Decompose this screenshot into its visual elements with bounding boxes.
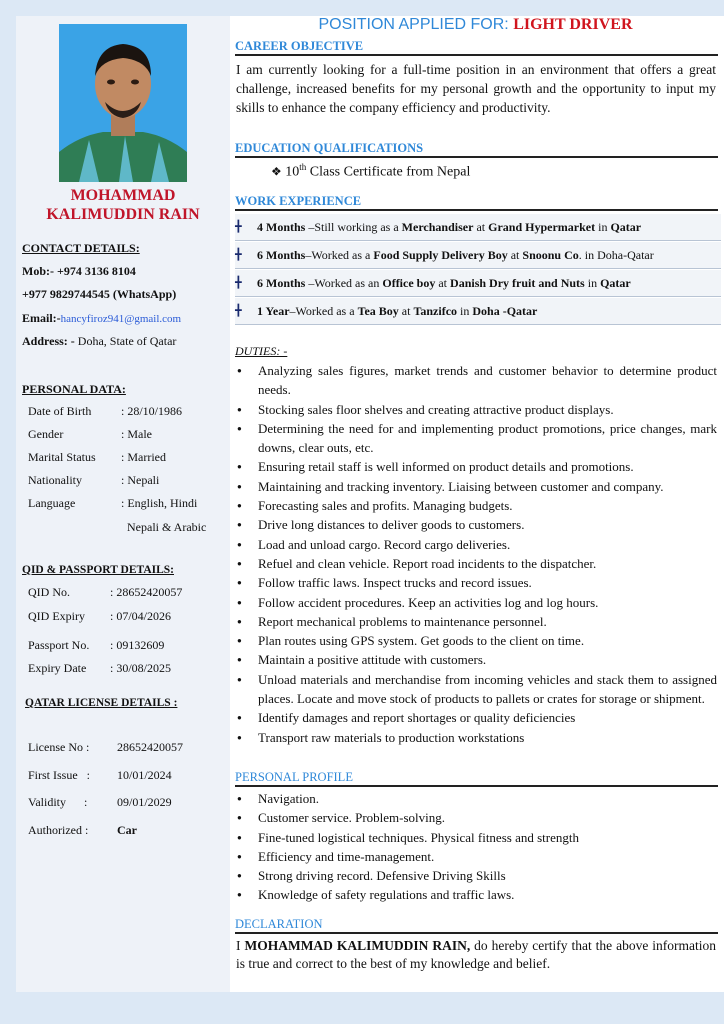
authorized-label: Authorized : [28, 823, 89, 837]
contact-email-row [22, 311, 181, 326]
personal-profile-heading: PERSONAL PROFILE [235, 769, 718, 787]
exp-in: in [595, 220, 611, 234]
address-label: Address: - [22, 334, 75, 348]
decl-post: do hereby certify that the above information is true and correct to the best of my knowledge and belief. [236, 938, 716, 971]
exp-company: Grand Hypermarket [488, 220, 596, 234]
list-item: ● Navigation. [235, 789, 717, 808]
education-item-text: Class Certificate from Nepal [306, 164, 471, 180]
exp-role: Tea Boy [357, 304, 399, 318]
experience-text [257, 242, 654, 268]
sidebar [16, 16, 230, 992]
exp-role: Office boy [382, 276, 436, 290]
exp-at: at [507, 248, 523, 262]
list-item: ● Transport raw materials to production workstations [235, 728, 717, 747]
exp-at: at [435, 276, 451, 290]
list-item: ● Load and unload cargo. Record cargo deliveries. [235, 535, 717, 554]
experience-row [235, 214, 721, 241]
marital-label: Marital Status [28, 450, 96, 464]
duties-heading: DUTIES: - [235, 344, 288, 358]
exp-duration: 6 Months [257, 248, 306, 262]
main-content [231, 16, 720, 992]
authorized-value: Car [117, 823, 137, 837]
license-no-label: License No : [28, 740, 90, 754]
education-item-sup: th [299, 162, 307, 172]
first-issue-label: First Issue : [28, 768, 91, 782]
exp-at: at [398, 304, 414, 318]
nationality-value: : Nepali [121, 473, 160, 487]
validity-value: 09/01/2029 [117, 795, 172, 809]
list-item: ● Forecasting sales and profits. Managing budgets. [235, 496, 717, 515]
email-link[interactable]: hancyfiroz941@gmail.com [60, 313, 182, 325]
passport-expiry-value: : 30/08/2025 [110, 661, 172, 675]
exp-desc: –Worked as an [305, 276, 383, 290]
declaration-heading: DECLARATION [235, 916, 718, 934]
list-item: ● Follow accident procedures. Keep an activities log and log hours. [235, 593, 717, 612]
qid-heading: QID & PASSPORT DETAILS: [22, 564, 174, 576]
gender-label: Gender [28, 427, 64, 441]
experience-text [257, 270, 631, 296]
list-item: ● Ensuring retail staff is well informed on product details and promotions. [235, 457, 717, 476]
dob-value: : 28/10/1986 [121, 404, 183, 418]
contact-address-row [22, 334, 176, 349]
experience-row [235, 242, 721, 269]
validity-label: Validity : [28, 795, 88, 809]
exp-duration: 6 Months [257, 276, 306, 290]
exp-role: Merchandiser [401, 220, 474, 234]
cross-marker-icon: ╋ [235, 249, 242, 261]
license-no-value: 28652420057 [117, 740, 183, 754]
list-item: ● Knowledge of safety regulations and traffic laws. [235, 885, 717, 904]
exp-desc: –Worked as a [305, 248, 374, 262]
list-item: ● Maintaining and tracking inventory. Liaising between customer and company. [235, 477, 717, 496]
personal-heading: PERSONAL DATA: [22, 382, 126, 396]
profile-photo [59, 24, 187, 182]
list-item: ● Plan routes using GPS system. Get goods to the client on time. [235, 631, 717, 650]
experience-row [235, 270, 721, 297]
language-label: Language [28, 496, 76, 510]
position-label: POSITION APPLIED FOR: [318, 16, 509, 33]
passport-label: Passport No. [28, 638, 90, 652]
contact-whatsapp: +977 9829744545 (WhatsApp) [22, 287, 177, 301]
dob-label: Date of Birth [28, 404, 92, 418]
exp-location: Qatar [610, 220, 642, 234]
nationality-label: Nationality [28, 473, 82, 487]
exp-role: Food Supply Delivery Boy [373, 248, 508, 262]
exp-desc: –Worked as a [289, 304, 358, 318]
first-issue-value: 10/01/2024 [117, 768, 172, 782]
experience-heading: WORK EXPERIENCE [235, 193, 718, 211]
exp-company: Snoonu Co [522, 248, 579, 262]
name-line-2: KALIMUDDIN RAIN [46, 206, 200, 223]
education-item [271, 162, 470, 181]
list-item: ● Stocking sales floor shelves and creating attractive product displays. [235, 400, 717, 419]
declaration-text [236, 937, 716, 973]
list-item: ● Fine-tuned logistical techniques. Physical fitness and strength [235, 828, 717, 847]
profile-list [235, 789, 717, 905]
exp-in: in [584, 276, 601, 290]
exp-duration: 4 Months [257, 220, 306, 234]
list-item: ● Refuel and clean vehicle. Report road incidents to the dispatcher. [235, 554, 717, 573]
decl-name: MOHAMMAD KALIMUDDIN RAIN, [244, 938, 471, 953]
contact-mobile: Mob:- +974 3136 8104 [22, 264, 136, 278]
qid-no-label: QID No. [28, 585, 70, 599]
passport-value: : 09132609 [110, 638, 165, 652]
license-heading: QATAR LICENSE DETAILS : [25, 697, 178, 709]
candidate-name [16, 186, 230, 224]
marital-value: : Married [121, 450, 166, 464]
contact-heading: CONTACT DETAILS: [22, 241, 140, 255]
position-applied [231, 16, 720, 34]
list-item: ● Efficiency and time-management. [235, 847, 717, 866]
cross-marker-icon: ╋ [235, 221, 242, 233]
exp-at: at [473, 220, 489, 234]
list-item: ● Follow traffic laws. Inspect trucks and record issues. [235, 573, 717, 592]
bottom-band [0, 992, 724, 1024]
list-item: ● Report mechanical problems to maintenance personnel. [235, 612, 717, 631]
list-item: ● Analyzing sales figures, market trends and customer behavior to determine product needs. [235, 361, 717, 400]
gender-value: : Male [121, 427, 152, 441]
list-item: ● Strong driving record. Defensive Driving Skills [235, 866, 717, 885]
exp-duration: 1 Year [257, 304, 290, 318]
list-item: ● Maintain a positive attitude with customers. [235, 650, 717, 669]
education-heading: EDUCATION QUALIFICATIONS [235, 140, 718, 158]
list-item: ● Unload materials and merchandise from incoming vehicles and stack them to assigned places. Locate and move stock of products to pallets or crates for storage or shipment. [235, 670, 717, 709]
decl-pre: I [236, 938, 245, 953]
experience-text [257, 298, 537, 324]
passport-expiry-label: Expiry Date [28, 661, 87, 675]
duties-list [235, 361, 717, 747]
name-line-1: MOHAMMAD [70, 187, 176, 204]
cross-marker-icon: ╋ [235, 305, 242, 317]
cross-marker-icon: ╋ [235, 277, 242, 289]
experience-text [257, 214, 641, 240]
portrait-illustration [59, 24, 187, 182]
list-item: ● Identify damages and report shortages or quality deficiencies [235, 708, 717, 727]
list-item: ● Drive long distances to deliver goods to customers. [235, 515, 717, 534]
exp-desc: –Still working as a [305, 220, 402, 234]
list-item: ● Customer service. Problem-solving. [235, 808, 717, 827]
left-edge-band [0, 16, 16, 992]
list-item: ● Determining the need for and implementing product promotions, price changes, mark downs, clear outs, etc. [235, 419, 717, 458]
position-value: LIGHT DRIVER [513, 16, 633, 33]
career-text: I am currently looking for a full-time position in an environment that offers a great challenge, increased benefits for my personal growth and the opportunity to input my skills to enhance the company efficiency and productivity. [236, 62, 716, 115]
top-band [0, 0, 724, 16]
exp-location: Doha -Qatar [472, 304, 538, 318]
language-value-cont: Nepali & Arabic [127, 520, 207, 534]
qid-no-value: : 28652420057 [110, 585, 183, 599]
language-value: : English, Hindi [121, 496, 198, 510]
address-value: Doha, State of Qatar [77, 334, 177, 348]
education-item-num: 10 [285, 164, 300, 180]
exp-in: in [457, 304, 473, 318]
qid-expiry-label: QID Expiry [28, 609, 85, 623]
exp-company: Danish Dry fruit and Nuts [450, 276, 585, 290]
career-heading: CAREER OBJECTIVE [235, 38, 718, 56]
diamond-bullet-icon: ❖ [271, 164, 282, 179]
qid-expiry-value: : 07/04/2026 [110, 609, 172, 623]
exp-in: . in Doha-Qatar [578, 248, 654, 262]
email-label: Email:- [22, 311, 61, 325]
exp-location: Qatar [600, 276, 631, 290]
experience-row [235, 298, 721, 325]
exp-company: Tanzifco [413, 304, 458, 318]
